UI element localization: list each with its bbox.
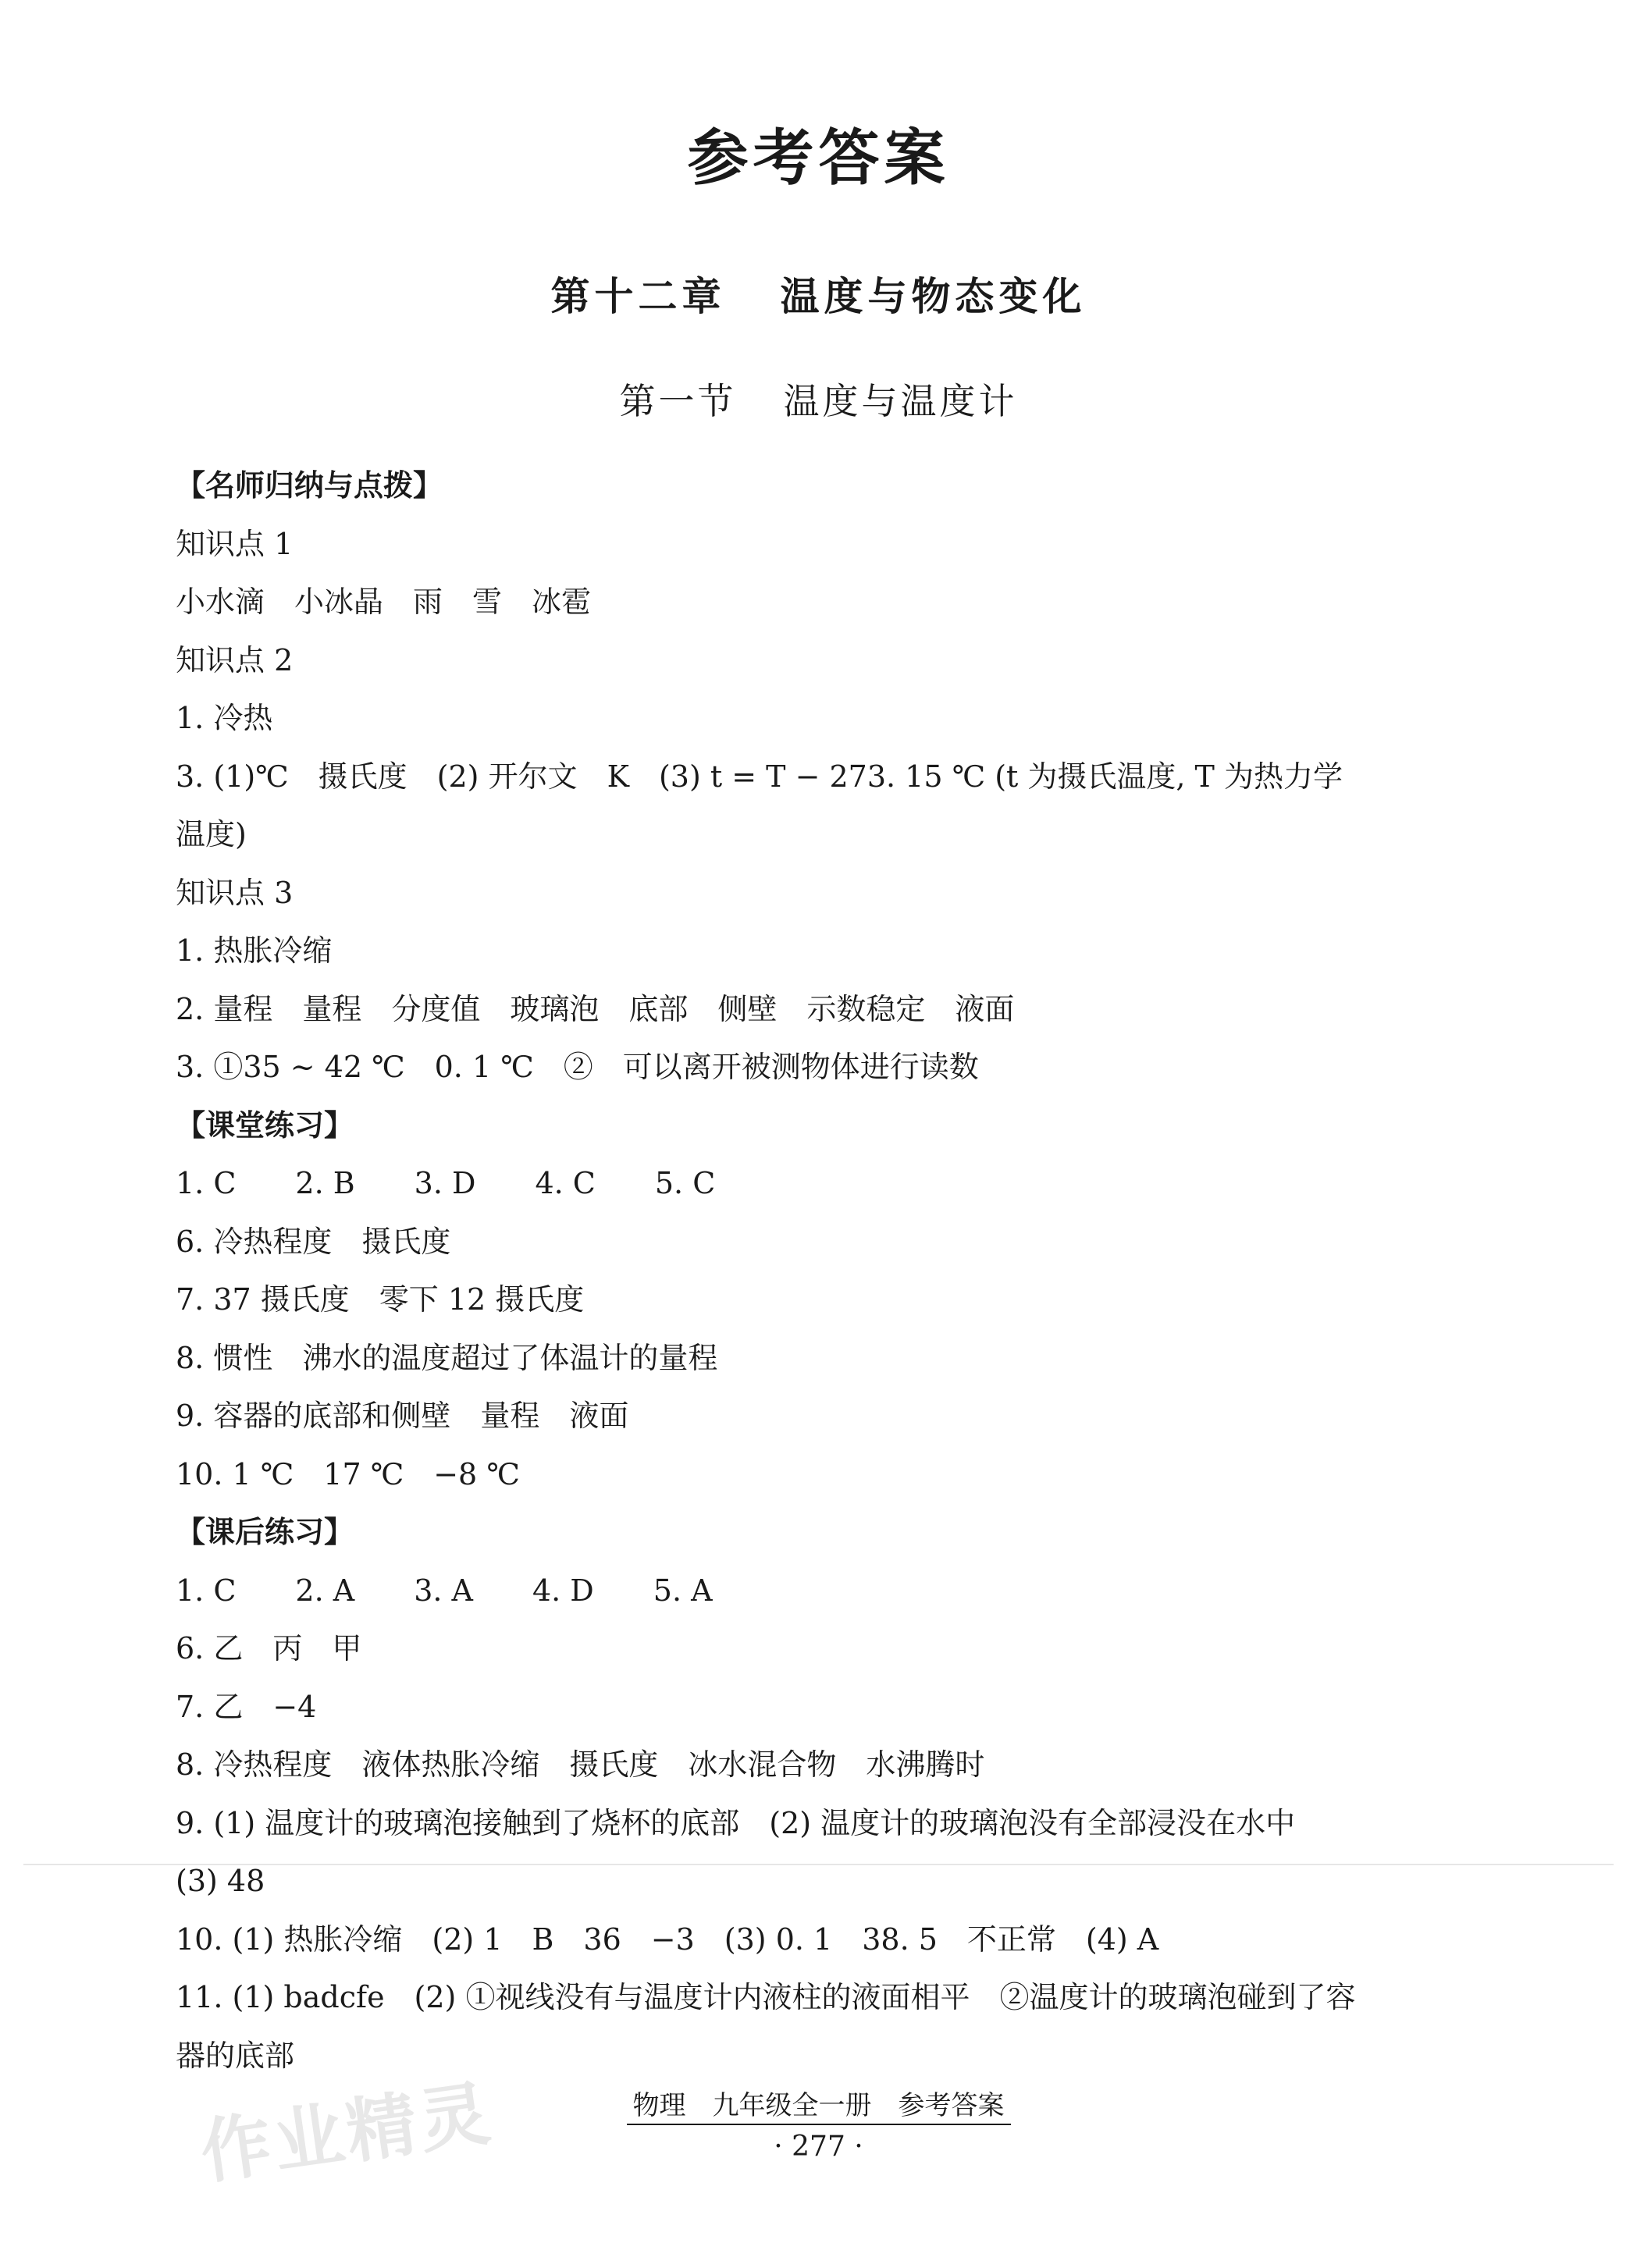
answer-line: (3) 48 xyxy=(176,1864,265,1898)
answer-line: 知识点 1 xyxy=(176,526,294,561)
answer-line: 2. 量程 量程 分度值 玻璃泡 底部 侧壁 示数稳定 液面 xyxy=(176,991,1015,1026)
answer-line: 6. 冷热程度 摄氏度 xyxy=(176,1224,451,1259)
section-number: 第一节 xyxy=(619,380,737,422)
answer-line: 10. 1 ℃ 17 ℃ −8 ℃ xyxy=(176,1456,520,1491)
answer-line: 7. 37 摄氏度 零下 12 摄氏度 xyxy=(176,1282,585,1317)
answer-line: 知识点 2 xyxy=(176,642,294,677)
answer-line: 8. 冷热程度 液体热胀冷缩 摄氏度 冰水混合物 水沸腾时 xyxy=(176,1747,985,1782)
chapter-number: 第十二章 xyxy=(550,274,726,319)
answer-line: 1. 冷热 xyxy=(176,701,273,735)
answer-line: 知识点 3 xyxy=(176,875,294,910)
heading-tips: 【名师归纳与点拨】 xyxy=(176,468,443,503)
answer-line: 3. (1)℃ 摄氏度 (2) 开尔文 K (3) t = T − 273. 15 ℃ (t 为摄氏温度, T 为热力学 xyxy=(176,759,1343,794)
answer-line: 3. ①35 ~ 42 ℃ 0. 1 ℃ ② 可以离开被测物体进行读数 xyxy=(176,1050,979,1084)
answer-line: 6. 乙 丙 甲 xyxy=(176,1631,362,1665)
chapter-title xyxy=(0,265,1637,322)
answer-line: 器的底部 xyxy=(176,2038,295,2073)
footer-subject: 物理 九年级全一册 参考答案 xyxy=(627,2084,1011,2125)
answer-line: 1. C 2. B 3. D 4. C 5. C xyxy=(176,1166,716,1200)
heading-after-class-practice: 【课后练习】 xyxy=(176,1515,354,1549)
answer-line: 7. 乙 −4 xyxy=(176,1689,317,1724)
section-title xyxy=(0,373,1637,425)
answer-line: 1. 热胀冷缩 xyxy=(176,933,333,968)
answer-line: 9. 容器的底部和侧壁 量程 液面 xyxy=(176,1399,629,1433)
answer-line: 1. C 2. A 3. A 4. D 5. A xyxy=(176,1573,713,1608)
heading-class-practice: 【课堂练习】 xyxy=(176,1107,354,1143)
answer-content xyxy=(176,457,1479,2085)
answer-line: 温度) xyxy=(176,817,247,851)
chapter-name: 温度与物态变化 xyxy=(780,274,1087,319)
page-title: 参考答案 xyxy=(687,123,950,194)
answer-line: 11. (1) badcfe (2) ①视线没有与温度计内液柱的液面相平 ②温度计的玻璃泡碰到了容 xyxy=(176,1980,1356,2014)
answer-line: 小水滴 小冰晶 雨 雪 冰雹 xyxy=(176,585,592,619)
answer-line: 10. (1) 热胀冷缩 (2) 1 B 36 −3 (3) 0. 1 38. 5 不正常 (4) A xyxy=(176,1921,1159,1957)
watermark-logo: 作业精灵 xyxy=(195,2072,498,2195)
section-name: 温度与温度计 xyxy=(783,380,1018,422)
page-number: · 277 · xyxy=(774,2131,863,2163)
answer-line: 9. (1) 温度计的玻璃泡接触到了烧杯的底部 (2) 温度计的玻璃泡没有全部浸没在水中 xyxy=(176,1805,1296,1840)
page-fold-divider xyxy=(23,1864,1614,1865)
answer-line: 8. 惯性 沸水的温度超过了体温计的量程 xyxy=(176,1340,718,1375)
